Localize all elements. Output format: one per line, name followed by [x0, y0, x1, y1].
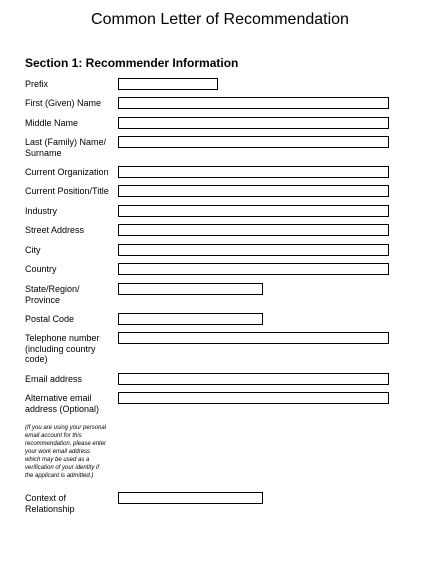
last-name-input[interactable] [118, 136, 389, 148]
telephone-number-input[interactable] [118, 332, 389, 344]
label-state-region-province: State/Region/ Province [25, 284, 80, 305]
label-alternative-email: Alternative email address (Optional) [25, 393, 100, 414]
first-name-input[interactable] [118, 97, 389, 109]
city-input[interactable] [118, 244, 389, 256]
label-postal-code: Postal Code [25, 314, 75, 324]
current-position-input[interactable] [118, 185, 389, 197]
label-telephone-number: Telephone number (including country code) [25, 333, 100, 364]
country-input[interactable] [118, 263, 389, 275]
label-email-address: Email address [25, 374, 83, 384]
industry-input[interactable] [118, 205, 389, 217]
alternative-email-input[interactable] [118, 392, 389, 404]
context-of-relationship-input[interactable] [118, 492, 263, 504]
state-region-province-input[interactable] [118, 283, 263, 295]
label-current-organization: Current Organization [25, 167, 109, 177]
alternative-email-note: (If you are using your personal email account for this recommendation, please enter your work email address which may be used as a verification of your identity if the applicant is admitted.) [25, 425, 107, 479]
page-title: Common Letter of Recommendation [91, 11, 349, 28]
middle-name-input[interactable] [118, 117, 389, 129]
label-city: City [25, 245, 41, 255]
street-address-input[interactable] [118, 224, 389, 236]
label-middle-name: Middle Name [25, 118, 79, 128]
label-first-name: First (Given) Name [25, 98, 102, 108]
label-context-of-relationship: Context of Relationship [25, 493, 75, 514]
email-address-input[interactable] [118, 373, 389, 385]
label-prefix: Prefix [25, 79, 49, 89]
label-industry: Industry [25, 206, 58, 216]
postal-code-input[interactable] [118, 313, 263, 325]
label-current-position: Current Position/Title [25, 186, 109, 196]
current-organization-input[interactable] [118, 166, 389, 178]
label-country: Country [25, 264, 57, 274]
label-street-address: Street Address [25, 225, 85, 235]
section-heading: Section 1: Recommender Information [25, 56, 239, 70]
label-last-name: Last (Family) Name/ Surname [25, 137, 107, 158]
prefix-input[interactable] [118, 78, 218, 90]
